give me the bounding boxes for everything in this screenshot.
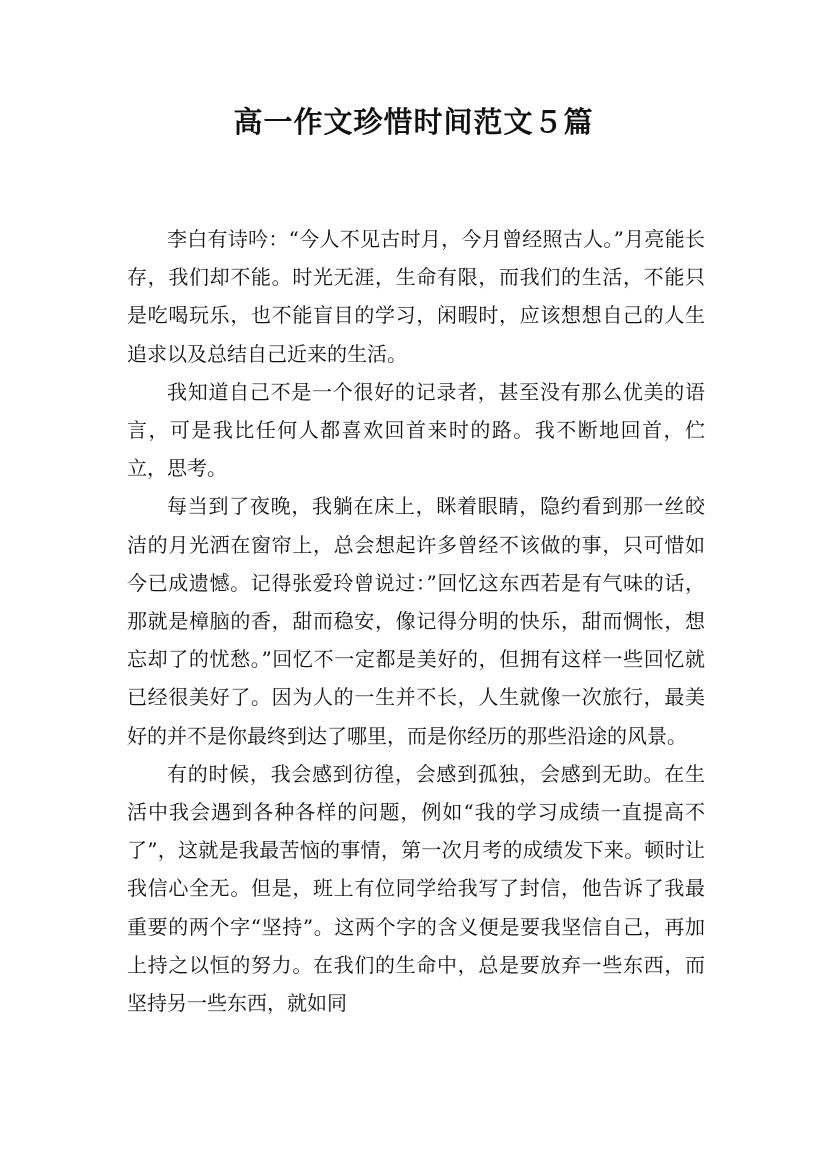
paragraph-4: 有的时候，我会感到彷徨，会感到孤独，会感到无助。在生活中我会遇到各种各样的问题，例如“我的学习成绩一直提高不了”，这就是我最苦恼的事情，第一次月考的成绩发下来。顿时让我信心全无。但是，班上有位同学给我写了封信，他告诉了我最重要的两个字“坚持”。这两个字的含义便是要我坚信自己，再加上持之以恒的努力。在我们的生命中，总是要放弃一些东西，而坚持另一些东西，就如同 (127, 761, 705, 1016)
paragraph-3: 每当到了夜晚，我躺在床上，眯着眼睛，隐约看到那一丝皎洁的月光洒在窗帘上，总会想起许多曾经不该做的事，只可惜如今已成遗憾。记得张爱玲曾说过：”回忆这东西若是有气味的话，那就是樟脑的香，甜而稳安，像记得分明的快乐，甜而惆怅，想忘却了的忧愁。”回忆不一定都是美好的，但拥有这样一些回忆就已经很美好了。因为人的一生并不长，人生就像一次旅行，最美好的并不是你最终到达了哪里，而是你经历的那些沿途的风景。 (127, 494, 705, 748)
paragraph-1: 李白有诗吟：“今人不见古时月，今月曾经照古人。”月亮能长存，我们却不能。时光无涯，生命有限，而我们的生活，不能只是吃喝玩乐，也不能盲目的学习，闲暇时，应该想想自己的人生追求以及总结自己近来的生活。 (127, 227, 705, 366)
document-body (127, 220, 705, 1022)
document-title: 高一作文珍惜时间范文５篇 (233, 105, 594, 139)
paragraph-2: 我知道自己不是一个很好的记录者，甚至没有那么优美的语言，可是我比任何人都喜欢回首来时的路。我不断地回首，伫立，思考。 (127, 379, 705, 481)
